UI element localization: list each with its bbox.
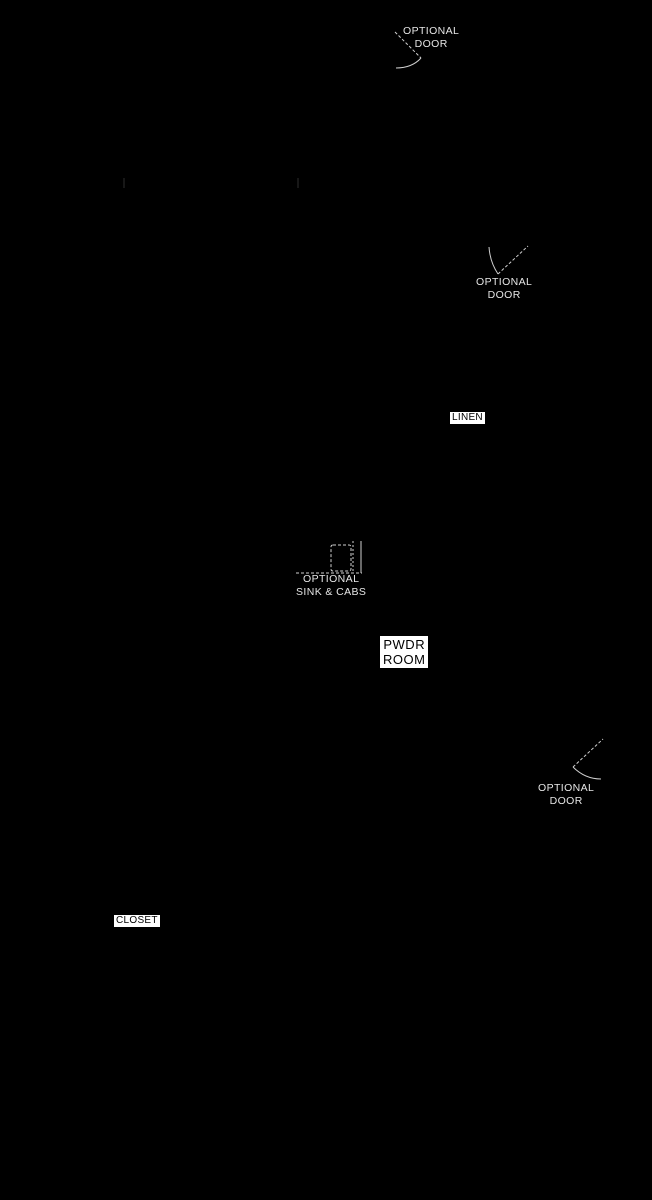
powder-room-label-line-1: PWDR: [383, 637, 426, 652]
optional-door-label-line-1: OPTIONAL: [538, 782, 595, 794]
optional-door-swing-lower-right: [573, 739, 603, 779]
optional-door-label-line-2: DOOR: [414, 38, 448, 50]
optional-door-swing-upper-right: [489, 246, 528, 274]
optional-sink-label: [296, 573, 366, 599]
closet-tag: CLOSET: [116, 915, 158, 926]
linen-tag: LINEN: [452, 412, 483, 423]
optional-door-label-line-2: DOOR: [487, 289, 521, 301]
powder-room-label-line-2: ROOM: [383, 652, 426, 667]
powder-room-label: [380, 636, 428, 668]
wall-tick-marks: [124, 178, 298, 188]
optional-sink-label-line-1: OPTIONAL: [303, 573, 360, 585]
optional-door-label-line-2: DOOR: [549, 795, 583, 807]
optional-sink-label-line-2: SINK & CABS: [296, 586, 367, 598]
optional-door-label-line-1: OPTIONAL: [476, 276, 533, 288]
optional-door-label-line-1: OPTIONAL: [403, 25, 460, 37]
optional-door-label-upper-right: [476, 276, 532, 302]
optional-door-label-top: [403, 25, 459, 51]
optional-sink-cabinet-outline: [296, 541, 362, 573]
optional-door-label-lower-right: [538, 782, 594, 808]
